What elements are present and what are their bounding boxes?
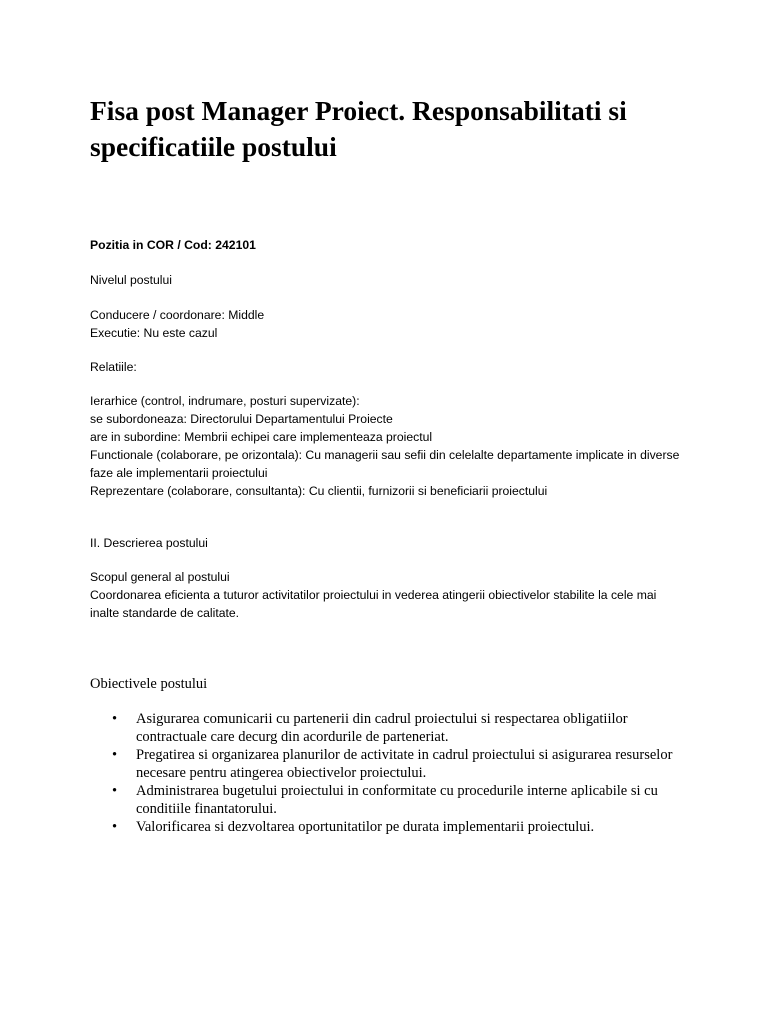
relatii-reprezentare: Reprezentare (colaborare, consultanta): Cu clientii, furnizorii si beneficiarii proiectului bbox=[90, 484, 548, 498]
relatii-ierarhice: Ierarhice (control, indrumare, posturi supervizate): bbox=[90, 394, 360, 408]
scop-section bbox=[90, 568, 680, 622]
bullet-icon: • bbox=[112, 819, 118, 835]
obiective-list bbox=[90, 710, 690, 836]
list-item-text: Administrarea bugetului proiectului in conformitate cu procedurile interne aplicabile si cu conditiile finantatorului. bbox=[136, 783, 658, 817]
section2-heading: II. Descrierea postului bbox=[90, 536, 208, 550]
nivel-details bbox=[90, 306, 680, 342]
relatii-subordine: are in subordine: Membrii echipei care implementeaza proiectul bbox=[90, 430, 433, 444]
scop-text: Coordonarea eficienta a tuturor activitatilor proiectului in vederea atingerii obiectivelor stabilite la cele mai inalte standarde de calitate. bbox=[90, 588, 657, 620]
bullet-icon: • bbox=[112, 783, 118, 799]
bullet-icon: • bbox=[112, 747, 118, 763]
relatii-details bbox=[90, 392, 680, 500]
scop-heading: Scopul general al postului bbox=[90, 570, 230, 584]
nivel-heading: Nivelul postului bbox=[90, 273, 172, 287]
list-item-text: Valorificarea si dezvoltarea oportunitatilor pe durata implementarii proiectului. bbox=[136, 819, 595, 835]
list-item bbox=[90, 746, 690, 782]
obiective-heading: Obiectivele postului bbox=[90, 676, 208, 692]
bullet-icon: • bbox=[112, 711, 118, 727]
cor-code: Pozitia in COR / Cod: 242101 bbox=[90, 238, 256, 252]
list-item bbox=[90, 782, 690, 818]
list-item-text: Asigurarea comunicarii cu partenerii din cadrul proiectului si respectarea obligatiilor contractuale care decurg din acordurile de parteneriat. bbox=[136, 711, 628, 745]
list-item bbox=[90, 818, 690, 836]
list-item bbox=[90, 710, 690, 746]
conducere-line: Conducere / coordonare: Middle bbox=[90, 308, 265, 322]
relatii-functionale: Functionale (colaborare, pe orizontala): Cu managerii sau sefii din celelalte departamente implicate in diverse faze ale implementarii proiectului bbox=[90, 448, 680, 480]
list-item-text: Pregatirea si organizarea planurilor de activitate in cadrul proiectului si asigurarea resurselor necesare pentru atingerea obiectivelor proiectului. bbox=[136, 747, 673, 781]
relatii-subordoneaza: se subordoneaza: Directorului Departamentului Proiecte bbox=[90, 412, 393, 426]
relatii-heading: Relatiile: bbox=[90, 360, 137, 374]
executie-line: Executie: Nu este cazul bbox=[90, 326, 218, 340]
page-title: Fisa post Manager Proiect. Responsabilitati si specificatiile postului bbox=[90, 95, 627, 162]
